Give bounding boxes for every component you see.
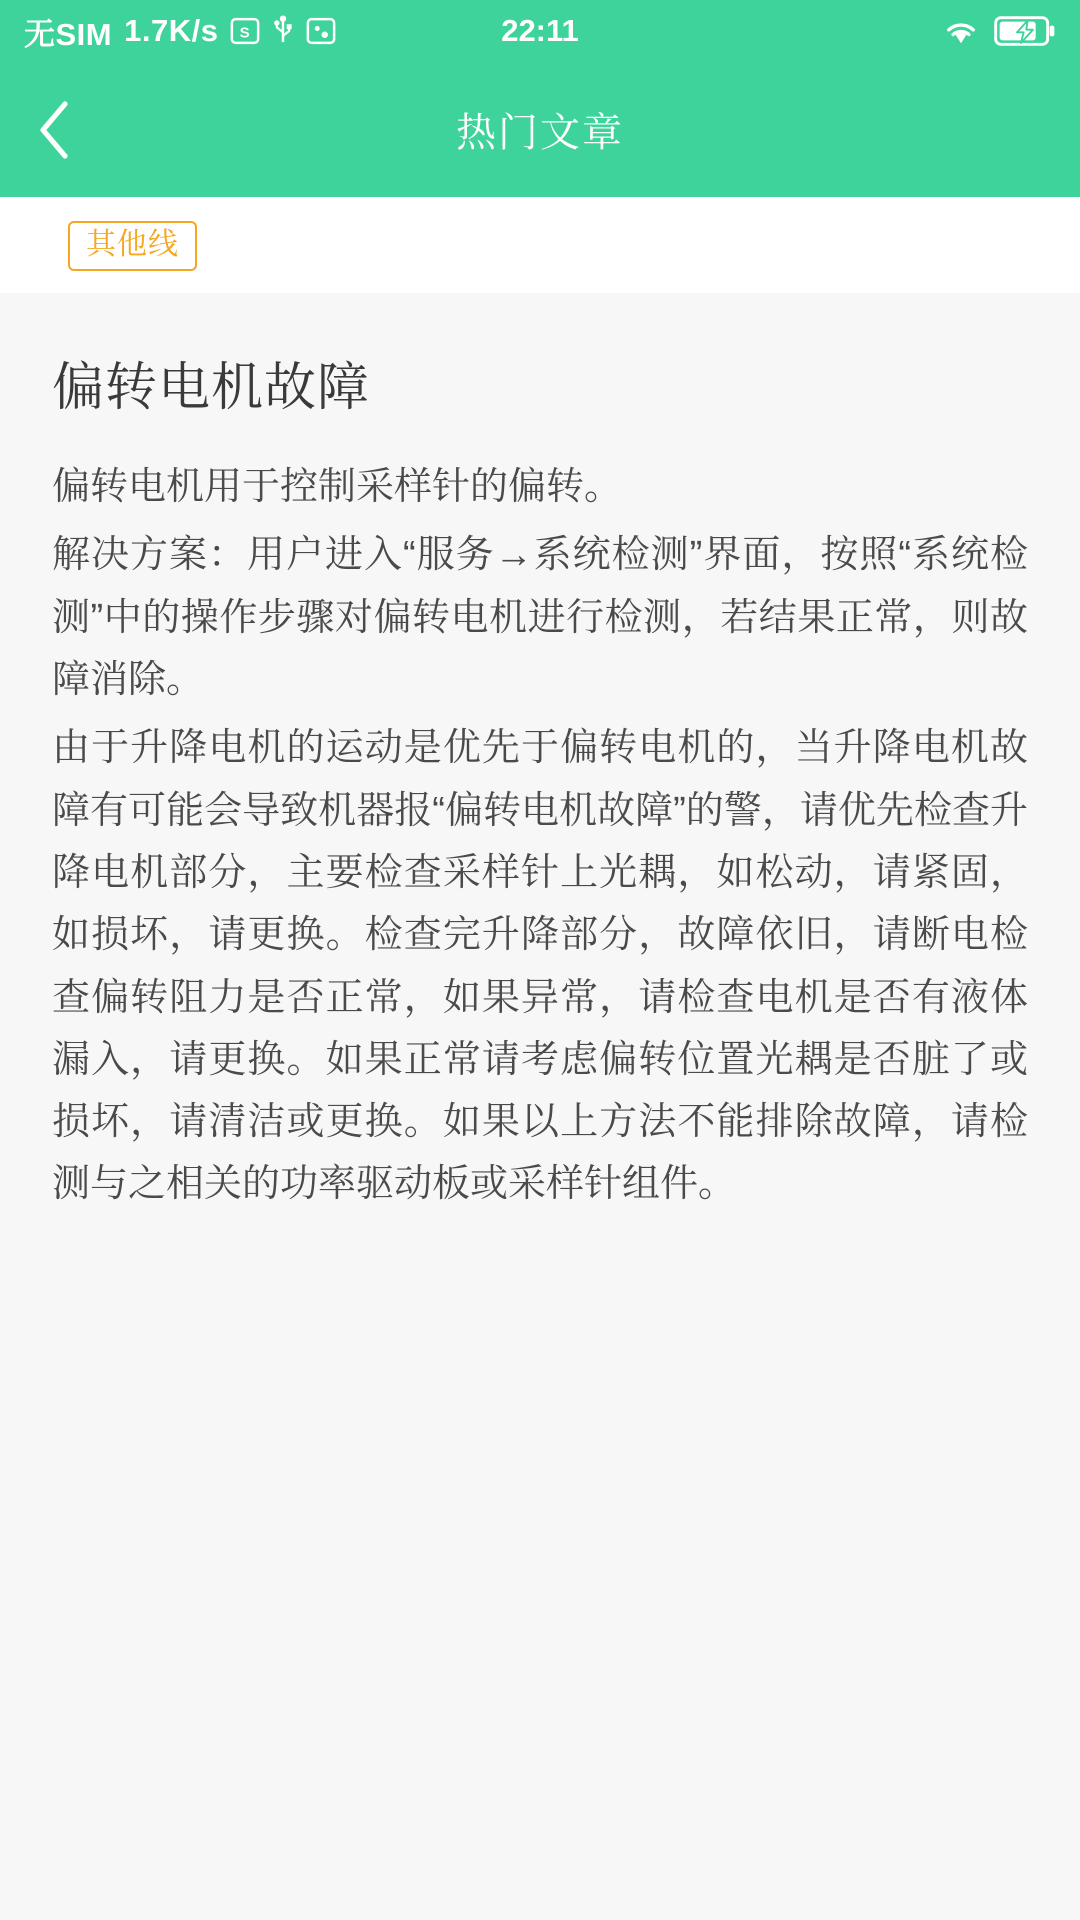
article-body bbox=[52, 456, 1028, 1216]
article-paragraph: 由于升降电机的运动是优先于偏转电机的，当升降电机故障有可能会导致机器报“偏转电机故障”的警，请优先检查升降电机部分，主要检查采样针上光耦，如松动，请紧固，如损坏，请更换。检查完升降部分，故障依旧，请断电检查偏转阻力是否正常，如果异常，请检查电机是否有液体漏入，请更换。如果正常请考虑偏转位置光耦是否脏了或损坏，请清洁或更换。如果以上方法不能排除故障，请检测与之相关的功率驱动板或采样针组件。 bbox=[52, 727, 1028, 1206]
wifi-icon bbox=[942, 16, 980, 46]
usb-debug-icon bbox=[306, 16, 336, 46]
back-chevron-icon bbox=[35, 98, 75, 162]
article-container bbox=[0, 293, 1080, 1920]
screenshot-icon bbox=[230, 16, 260, 46]
status-bar-right bbox=[942, 15, 1056, 47]
battery-charging-icon bbox=[994, 15, 1056, 47]
usb-icon bbox=[272, 15, 294, 47]
back-button[interactable] bbox=[0, 62, 110, 197]
svg-text:S: S bbox=[240, 24, 251, 42]
network-speed-label: 1.7K/s bbox=[124, 13, 219, 48]
status-bar bbox=[0, 0, 1080, 62]
status-bar-left bbox=[24, 9, 336, 54]
article-paragraph: 偏转电机用于控制采样针的偏转。 bbox=[52, 466, 623, 508]
category-tag[interactable]: 其他线 bbox=[68, 221, 197, 271]
carrier-label: 无SIM bbox=[24, 16, 113, 52]
status-bar-clock: 22:11 bbox=[501, 13, 579, 48]
page-title: 热门文章 bbox=[456, 111, 624, 155]
app-header bbox=[0, 62, 1080, 197]
tag-area bbox=[0, 197, 1080, 293]
article-title: 偏转电机故障 bbox=[52, 359, 371, 417]
article-paragraph: 解决方案：用户进入“服务→系统检测”界面，按照“系统检测”中的操作步骤对偏转电机进行检测，若结果正常，则故障消除。 bbox=[52, 534, 1028, 701]
